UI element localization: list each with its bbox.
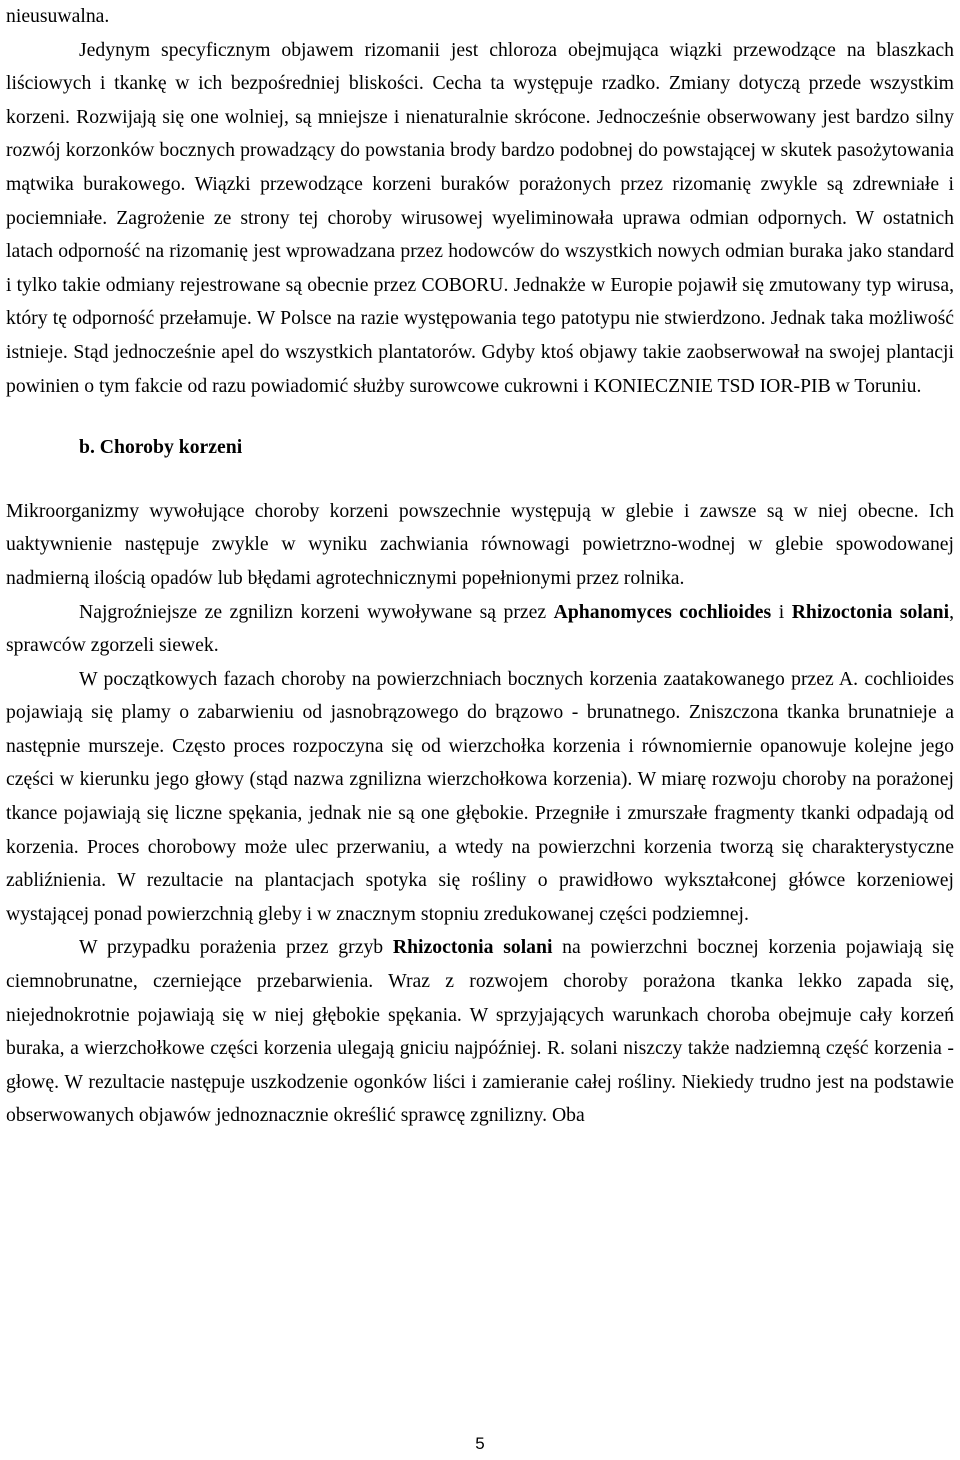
text-run: Najgroźniejsze ze zgnilizn korzeni wywoływane są przez (79, 600, 554, 623)
species-name: Rhizoctonia solani (392, 936, 553, 959)
paragraph-rhizoctonia (6, 931, 954, 1133)
document-page (6, 0, 954, 1133)
spacer (6, 403, 954, 431)
paragraph-continuation: nieusuwalna. (6, 5, 110, 27)
species-name: Aphanomyces cochlioides (553, 600, 772, 623)
paragraph-rizomania: Jedynym specyficznym objawem rizomanii jest chloroza obejmująca wiązki przewodzące na blaszkach liściowych i tkankę w ich bezpośredniej bliskości. Cecha ta występuje rzadko. Zmiany dotyczą przede wszystkim korzeni. Rozwijają się one wolniej, są mniejsze i nienaturalnie skrócone. Jednocześnie obserwowany jest bardzo silny rozwój korzonków bocznych prowadzący do powstania brody bardzo podobnej do powstającej w skutek pasożytowania mątwika burakowego. Wiązki przewodzące korzeni buraków porażonych przez rizomanię zwykle są zdrewniałe i pociemniałe. Zagrożenie ze strony tej choroby wirusowej wyeliminowała uprawa odmian odpornych. W ostatnich latach odporność na rizomanię jest wprowadzana przez hodowców do wszystkich nowych odmian buraka jako standard i tylko takie odmiany rejestrowane są obecnie przez COBORU. Jednakże w Europie pojawił się zmutowany typ wirusa, który tę odporność przełamuje. W Polsce na razie występowania tego patotypu nie stwierdzono. Jednak taka możliwość istnieje. Stąd jednocześnie apel do wszystkich plantatorów. Gdyby ktoś objawy takie zaobserwował na swojej plantacji powinien o tym fakcie od razu powiadomić służby surowcowe cukrowni i KONIECZNIE TSD IOR-PIB w Toruniu. (6, 38, 954, 397)
paragraph-microorganisms: Mikroorganizmy wywołujące choroby korzeni powszechnie występują w glebie i zawsze są w niej obecne. Ich uaktywnienie następuje zwykle w wyniku zachwiania równowagi powietrzno-wodnej w glebie spowodowanej nadmierną ilością opadów lub błędami agrotechnicznymi popełnionymi przez rolnika. (6, 499, 954, 589)
species-name: Rhizoctonia solani (791, 600, 950, 623)
section-heading: b. Choroby korzeni (79, 436, 243, 459)
spacer (6, 465, 954, 495)
text-run: i (771, 600, 792, 623)
text-run: W przypadku porażenia przez grzyb (79, 936, 393, 959)
text-run: na powierzchni bocznej korzenia pojawiają się ciemnobrunatne, czerniejące przebarwienia. Wraz z rozwojem choroby porażona tkanka lekko zapada się, niejednokrotnie pojawiają się w niej głębokie spękania. W sprzyjających warunkach choroba obejmuje cały korzeń buraka, a wierzchołkowe części korzenia ulegają gniciu najpóźniej. R. solani niszczy także nadziemną część korzenia - głowę. W rezultacie następuje uszkodzenie ogonków liści i zamieranie całej rośliny. Niekiedy trudno jest na podstawie obserwowanych objawów jednoznacznie określić sprawcę zgnilizny. Oba (6, 936, 954, 1127)
paragraph-root-rots (6, 596, 954, 663)
paragraph-aphanomyces: W początkowych fazach choroby na powierzchniach bocznych korzenia zaatakowanego przez A. cochlioides pojawiają się plamy o zabarwieniu od jasnobrązowego do brązowo - brunatnego. Zniszczona tkanka brunatnieje a następnie murszeje. Często proces rozpoczyna się od wierzchołka korzenia i równomiernie opanowuje kolejne jego części w kierunku jego głowy (stąd nazwa zgnilizna wierzchołkowa korzenia). W miarę rozwoju choroby na porażonej tkance pojawiają się liczne spękania, jednak nie są one głębokie. Przegniłe i zmurszałe fragmenty tkanki odpadają od korzenia. Proces chorobowy może ulec przerwaniu, a wtedy na powierzchni korzenia tworzą się charakterystyczne zabliźnienia. W rezultacie na plantacjach spotyka się rośliny o prawidłowo wykształconej główce korzeniowej wystającej ponad powierzchnią gleby i w znacznym stopniu zredukowanej części podziemnej. (6, 667, 954, 925)
page-number: 5 (475, 1434, 485, 1453)
text-run: , sprawców zgorzeli siewek. (6, 600, 954, 657)
